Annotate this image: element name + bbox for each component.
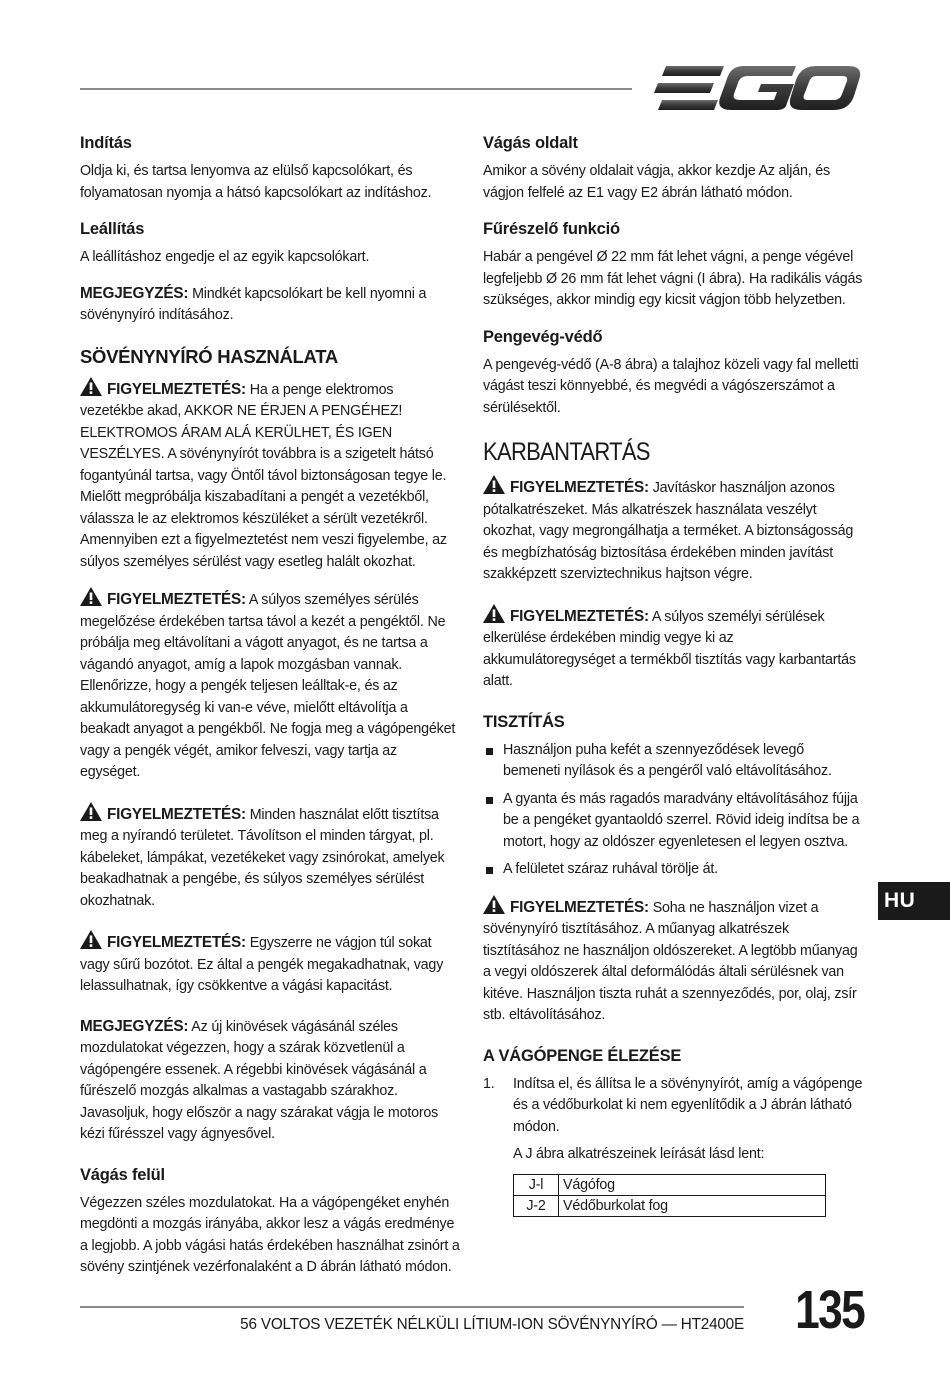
right-column: [483, 132, 863, 1217]
list-item: Használjon puha kefét a szennyeződések levegő bemeneti nyílások és a pengéről való eltávolításához.: [483, 740, 863, 783]
left-column: [80, 132, 460, 1293]
table-cell-code: J-l: [514, 1174, 559, 1195]
warning-text: A súlyos személyi sérülések elkerülése érdekében mindig vegye ki az akkumulátoregységet a termékből tisztítás vagy karbantartás alatt.: [483, 608, 856, 689]
warning-triangle-icon: [80, 587, 102, 606]
warning-label: FIGYELMEZTETÉS:: [510, 898, 649, 916]
warning-label: FIGYELMEZTETÉS:: [107, 591, 246, 608]
warning-triangle-icon: [483, 475, 505, 494]
warning-text: Ha a penge elektromos vezetékbe akad, AKKOR NE ÉRJEN A PENGÉHEZ! ELEKTROMOS ÁRAM ALÁ KERÜLHET, ÉS IGEN VESZÉLYES. A sövénynyírót továbbra is a szigetelt hátsó fogantyúnál tartsa, vagy Öntől távol biztonságosan tegye le. Mielőtt megpróbálja kiszabadítani a pengét a vezetékből, válassza le az elektromos készüléket a sérült vezetékről. Amennyiben ezt a figyelmeztetést nem veszi figyelembe, az súlyos személyes sérülést vagy esetleg halált okozhat.: [80, 381, 447, 570]
heading-tisztitas: TISZTÍTÁS: [483, 712, 565, 731]
heading-fureszelo: Fűrészelő funkció: [483, 220, 620, 238]
table-cell-code: J-2: [514, 1195, 559, 1216]
table-cell-desc: Vágófog: [559, 1174, 826, 1195]
note-label: MEGJEGYZÉS:: [80, 284, 189, 302]
table-row: [514, 1174, 826, 1195]
warning-label: FIGYELMEZTETÉS:: [510, 479, 649, 496]
paragraph-vagas-oldalt: Amikor a sövény oldalait vágja, akkor kezdje Az alján, és vágjon felfelé az E1 vagy E2 ábrán látható módon.: [483, 163, 830, 201]
footer-title: 56 VOLTOS VEZETÉK NÉLKÜLI LÍTIUM-ION SÖVÉNYNYÍRÓ — HT2400E: [240, 1316, 744, 1333]
cleaning-list: [483, 740, 863, 881]
paragraph-leallitas: A leállításhoz engedje el az egyik kapcsolókart.: [80, 249, 370, 265]
note-2: [80, 1016, 460, 1146]
warning-6: [483, 604, 863, 693]
header-rule: [80, 88, 632, 90]
step-text: Indítsa el, és állítsa le a sövénynyírót, amíg a vágópenge és a védőburkolat ki nem egyenlítődik a J ábrán látható módon.: [513, 1075, 863, 1135]
footer-rule: [80, 1306, 744, 1308]
warning-label: FIGYELMEZTETÉS:: [510, 607, 649, 625]
warning-3: [80, 802, 460, 913]
warning-text: A súlyos személyes sérülés megelőzése érdekében tartsa távol a kezét a pengéktől. Ne próbálja meg eltávolítani a vágott anyagot, és ne tartsa a vágandó anyagot, amíg a lapok mozgásban vannak. Ellenőrizze, hogy a pengék teljesen leálltak-e, és az akkumulátoregység ki van-e véve, mielőtt eltávolítja a beakadt anyagot a pengékből. Ne fogja meg a vágópengéket vagy a pengék végét, amikor felveszi, vagy tartja az egységet.: [80, 592, 456, 780]
warning-4: [80, 930, 460, 998]
heading-vagas-felul: Vágás felül: [80, 1165, 165, 1184]
table-row: [514, 1195, 826, 1216]
paragraph-inditas: Oldja ki, és tartsa lenyomva az elülső kapcsolókart, és folyamatosan nyomja a hátsó kapcsolókart az indításhoz.: [80, 163, 432, 201]
warning-7: [483, 895, 863, 1027]
warning-triangle-icon: [80, 377, 102, 396]
heading-inditas: Indítás: [80, 134, 132, 152]
warning-triangle-icon: [483, 604, 505, 623]
warning-label: FIGYELMEZTETÉS:: [107, 805, 246, 823]
warning-triangle-icon: [80, 802, 102, 821]
page-number: 135: [795, 1280, 864, 1340]
heading-pengeveg-vedo: Pengevég-védő: [483, 327, 603, 346]
paragraph-fureszelo: Habár a pengével Ø 22 mm fát lehet vágni, a penge végével legfeljebb Ø 26 mm fát lehet vágni (I ábra). Ha radikális vágás szükséges, akkor mindig egy kicsit vágjon több helyzetben.: [483, 249, 863, 308]
warning-text: Minden használat előtt tisztítsa meg a nyírandó területet. Távolítson el minden tárgyat, pl. kábeleket, lámpákat, vezetékeket vagy zsinórokat, amelyek beakadhatnak a pengébe, és súlyos személyes sérülést okozhatnak.: [80, 806, 445, 909]
section-title-karbantartas: KARBANTARTÁS: [483, 438, 650, 466]
warning-text: Javításkor használjon azonos pótalkatrészeket. Más alkatrészek használata veszélyt okozhat, vagy megrongálhatja a terméket. A biztonságosság és megbízhatóság biztosítása érdekében minden javítást szakképzett szerviztechnikus hajtson végre.: [483, 480, 854, 582]
list-item: A gyanta és más ragadós maradvány eltávolításához fújja be a pengéket gyantaoldó szerrel. Rövid ideig indítsa be a motort, hogy az oldószer egyenletesen el legyen osztva.: [483, 789, 863, 854]
ego-logo: [652, 62, 862, 114]
warning-1: [80, 377, 460, 574]
note-label: MEGJEGYZÉS:: [80, 1017, 189, 1035]
warning-triangle-icon: [80, 930, 102, 949]
section-title-hasznalat: SÖVÉNYNYÍRÓ HASZNÁLATA: [80, 345, 338, 367]
step-1-sub: A J ábra alkatrészeinek leírását lásd lent:: [513, 1146, 765, 1162]
heading-leallitas: Leállítás: [80, 220, 145, 238]
paragraph-vagas-felul: Végezzen széles mozdulatokat. Ha a vágópengéket enyhén megdönti a mozgás irányába, akkor lesz a vágás eredménye a legjobb. A jobb vágási hatás érdekében használhat zsinórt a sövény szintjének vezérfonalaként a D ábrán látható módon.: [80, 1194, 460, 1275]
heading-vagas-oldalt: Vágás oldalt: [483, 134, 578, 152]
warning-label: FIGYELMEZTETÉS:: [107, 380, 246, 398]
paragraph-pengeveg-vedo: A pengevég-védő (A-8 ábra) a talajhoz közeli vagy fal melletti vágást teszi könnyebbé, és megvédi a vágószerszámot a sérülésektől.: [483, 356, 859, 416]
parts-table: [513, 1174, 826, 1217]
note-text: Az új kinövések vágásánál széles mozdulatokat végezzen, hogy a szárak közvetlenül a vágópengére essenek. A régebbi kinövések vágásánál a fűrészelő mozgás alkalmas a vastagabb szárakhoz. Javasoljuk, hogy először a nagy szárakat vágja le motoros kézi fűrésszel vagy ágnyesővel.: [80, 1018, 439, 1142]
warning-triangle-icon: [483, 895, 505, 914]
note-text: Mindkét kapcsolókart be kell nyomni a sövénynyíró indításához.: [80, 285, 427, 323]
warning-5: [483, 475, 863, 586]
table-cell-desc: Védőburkolat fog: [559, 1195, 826, 1216]
warning-text: Soha ne használjon vizet a sövénynyíró tisztításához. A műanyag alkatrészek tisztításához ne használjon oldószereket. A legtöbb műanyag a vegyi oldószerek által deformálódás általi sérülésnek van kitéve. Használjon tiszta ruhát a szennyeződés, por, olaj, zsír stb. eltávolításához.: [483, 899, 858, 1023]
warning-label: FIGYELMEZTETÉS:: [107, 934, 246, 951]
warning-2: [80, 587, 460, 784]
language-tab: HU: [878, 882, 950, 920]
list-item: A felületet száraz ruhával törölje át.: [483, 859, 863, 881]
warning-text: Egyszerre ne vágjon túl sokat vagy sűrű bozótot. Ez által a pengék megakadhatnak, vagy lelassulhatnak, így csökkentve a vágási kapacitást.: [80, 935, 444, 994]
step-number: 1.: [483, 1075, 495, 1092]
step-1: [483, 1074, 863, 1139]
heading-elezes: A VÁGÓPENGE ÉLEZÉSE: [483, 1046, 682, 1065]
note-1: [80, 283, 460, 327]
